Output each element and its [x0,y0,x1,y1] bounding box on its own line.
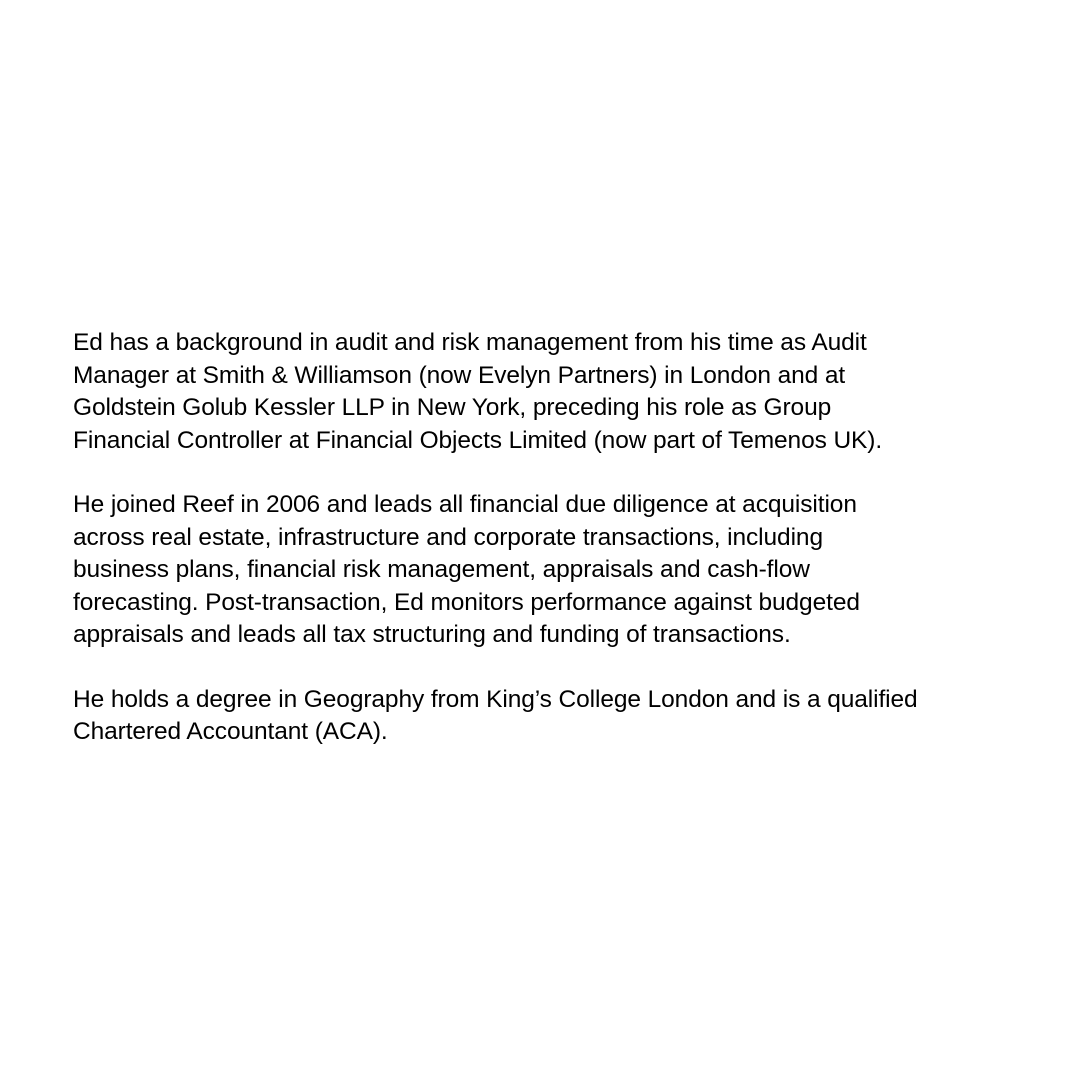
bio-line: forecasting. Post-transaction, Ed monitors performance against budgeted [73,588,860,616]
bio-line: Chartered Accountant (ACA). [73,718,388,745]
bio-line: He joined Reef in 2006 and leads all financial due diligence at acquisition [73,491,857,518]
bio-line: business plans, financial risk management, appraisals and cash-flow [73,556,810,583]
bio-line: He holds a degree in Geography from King’s College London and is a qualified [73,685,918,713]
bio-line: Financial Controller at Financial Objects Limited (now part of Temenos UK). [73,426,883,454]
bio-text-block [73,327,1013,749]
bio-line: Manager at Smith & Williamson (now Evelyn Partners) in London and at [73,361,846,389]
bio-line: Ed has a background in audit and risk management from his time as Audit [73,329,867,356]
bio-line: appraisals and leads all tax structuring and funding of transactions. [73,621,791,648]
bio-paragraph-background [73,327,1013,457]
bio-line: across real estate, infrastructure and corporate transactions, including [73,523,823,551]
bio-line: Goldstein Golub Kessler LLP in New York, preceding his role as Group [73,394,832,421]
bio-paragraph-role [73,489,1013,652]
bio-paragraph-education [73,684,1013,749]
